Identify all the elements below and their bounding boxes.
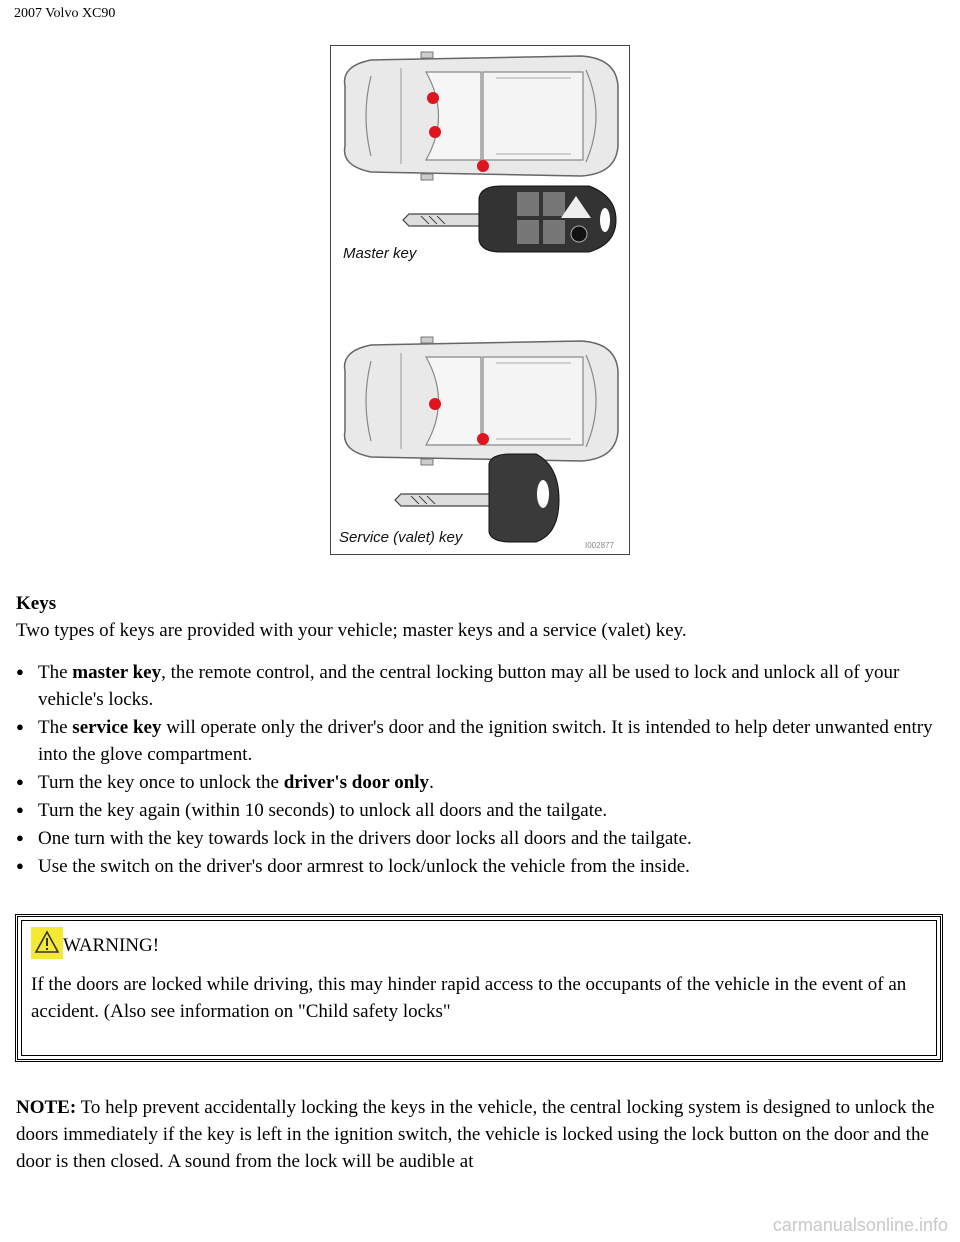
list-item: ● Use the switch on the driver's door armrest to lock/unlock the vehicle from the inside. bbox=[16, 852, 946, 880]
car-top-view-service bbox=[345, 337, 618, 465]
bullet-icon: ● bbox=[16, 858, 24, 873]
bullet-icon: ● bbox=[16, 830, 24, 845]
bullet-icon: ● bbox=[16, 774, 24, 789]
keys-figure bbox=[330, 45, 630, 555]
warning-triangle-icon bbox=[31, 927, 63, 959]
warning-text: If the doors are locked while driving, this may hinder rapid access to the occupants of the vehicle in the event of an accident. (Also see information on "Child safety locks" bbox=[31, 974, 907, 1022]
section-heading: Keys bbox=[16, 593, 57, 614]
figure-code: I002877 bbox=[585, 541, 614, 550]
keys-illustration bbox=[331, 46, 629, 554]
master-key-label: Master key bbox=[343, 245, 417, 262]
keys-bullet-list bbox=[16, 658, 946, 880]
keys-section bbox=[16, 590, 946, 880]
list-item: ● One turn with the key towards lock in the drivers door locks all doors and the tailgate. bbox=[16, 824, 946, 852]
list-item: ● Turn the key once to unlock the driver's door only. bbox=[16, 768, 946, 796]
page-header: 2007 Volvo XC90 bbox=[14, 6, 116, 21]
car-top-view-master bbox=[345, 52, 618, 180]
lock-point bbox=[477, 433, 489, 445]
lock-point bbox=[477, 160, 489, 172]
note-label: NOTE: bbox=[16, 1097, 77, 1118]
warning-box bbox=[15, 914, 943, 1062]
lock-point bbox=[429, 126, 441, 138]
list-item: ● The service key will operate only the driver's door and the ignition switch. It is intended to help deter unwanted entry into the glove compartment. bbox=[16, 713, 946, 768]
list-item: ● The master key, the remote control, and the central locking button may all be used to lock and unlock all of your vehicle's locks. bbox=[16, 658, 946, 713]
watermark: carmanualsonline.info bbox=[772, 1215, 948, 1235]
bullet-icon: ● bbox=[16, 719, 24, 734]
lock-point bbox=[429, 398, 441, 410]
warning-title: WARNING! bbox=[63, 935, 160, 956]
master-key-icon bbox=[403, 186, 616, 252]
note-paragraph bbox=[16, 1094, 946, 1175]
bullet-icon: ● bbox=[16, 664, 24, 679]
list-item: ● Turn the key again (within 10 seconds) to unlock all doors and the tailgate. bbox=[16, 796, 946, 824]
bullet-icon: ● bbox=[16, 802, 24, 817]
lock-point bbox=[427, 92, 439, 104]
note-text: To help prevent accidentally locking the keys in the vehicle, the central locking system is designed to unlock the doors immediately if the key is left in the ignition switch, the vehicle is locked using the lock button on the door and the door is then closed. A sound from the lock will be audible at bbox=[16, 1097, 935, 1172]
service-key-label: Service (valet) key bbox=[339, 529, 463, 546]
section-intro: Two types of keys are provided with your vehicle; master keys and a service (valet) key. bbox=[16, 620, 687, 641]
